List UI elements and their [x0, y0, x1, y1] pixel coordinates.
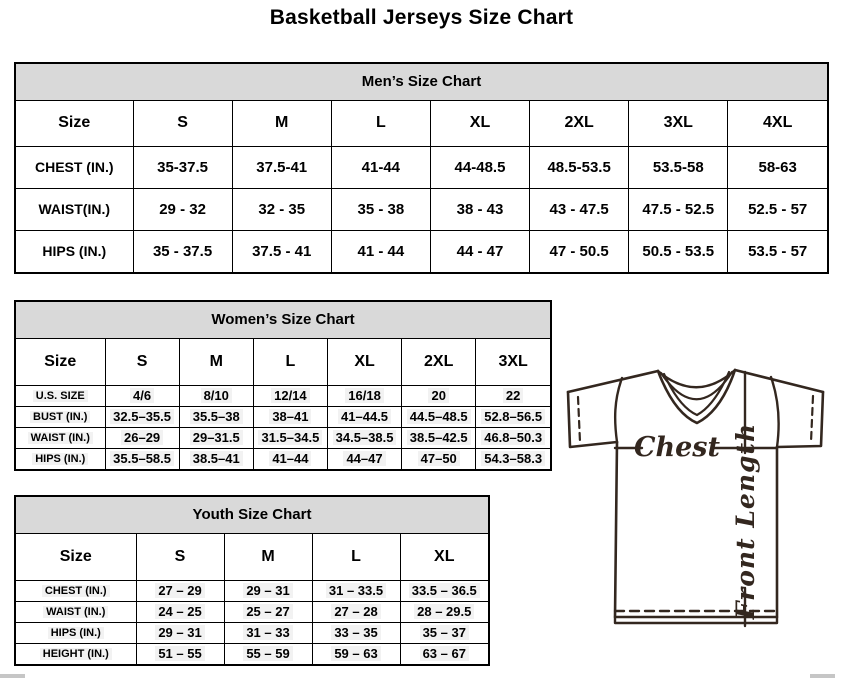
table-row	[16, 580, 488, 601]
value-cell: 16/18	[327, 385, 401, 406]
value-cell: 41 - 44	[331, 230, 430, 272]
row-label: WAIST(IN.)	[16, 188, 133, 230]
row-label: BUST (IN.)	[16, 406, 105, 427]
column-header: L	[253, 339, 327, 385]
value-cell: 33 – 35	[312, 622, 400, 643]
row-label: WAIST (IN.)	[16, 427, 105, 448]
value-cell: 46.8–50.3	[476, 427, 550, 448]
jersey-right-shoulder	[735, 370, 823, 392]
value-cell: 53.5 - 57	[728, 230, 827, 272]
row-label: HEIGHT (IN.)	[16, 643, 136, 664]
value-cell: 27 – 28	[312, 601, 400, 622]
value-cell: 35 - 38	[331, 188, 430, 230]
value-cell: 37.5-41	[232, 146, 331, 188]
value-cell: 27 – 29	[136, 580, 224, 601]
jersey-left-sleeve-seam	[615, 378, 622, 442]
column-header: 3XL	[629, 101, 728, 146]
column-header: XL	[327, 339, 401, 385]
column-header: 4XL	[728, 101, 827, 146]
column-header: 2XL	[402, 339, 476, 385]
table-row	[16, 146, 827, 188]
value-cell: 59 – 63	[312, 643, 400, 664]
horizontal-scrollbar-thumb-left[interactable]	[0, 674, 25, 678]
column-header: L	[331, 101, 430, 146]
value-cell: 48.5-53.5	[530, 146, 629, 188]
chest-label: Chest	[634, 432, 720, 463]
value-cell: 38 - 43	[430, 188, 529, 230]
value-cell: 55 – 59	[224, 643, 312, 664]
mens-size-chart	[14, 62, 829, 274]
value-cell: 32.5–35.5	[105, 406, 179, 427]
value-cell: 47–50	[402, 448, 476, 469]
value-cell: 33.5 – 36.5	[400, 580, 488, 601]
column-header: M	[224, 534, 312, 580]
womens-chart-caption: Women’s Size Chart	[16, 302, 550, 339]
value-cell: 32 - 35	[232, 188, 331, 230]
value-cell: 38–41	[253, 406, 327, 427]
youth-table	[16, 534, 488, 664]
column-header: Size	[16, 534, 136, 580]
column-header: XL	[400, 534, 488, 580]
table-row	[16, 643, 488, 664]
value-cell: 31 – 33	[224, 622, 312, 643]
horizontal-scrollbar-thumb-right[interactable]	[810, 674, 835, 678]
value-cell: 52.5 - 57	[728, 188, 827, 230]
value-cell: 24 – 25	[136, 601, 224, 622]
value-cell: 51 – 55	[136, 643, 224, 664]
value-cell: 35 – 37	[400, 622, 488, 643]
front-length-label: Front Length	[731, 422, 760, 620]
column-header: L	[312, 534, 400, 580]
value-cell: 53.5-58	[629, 146, 728, 188]
value-cell: 38.5–41	[179, 448, 253, 469]
value-cell: 26–29	[105, 427, 179, 448]
youth-chart-caption: Youth Size Chart	[16, 497, 488, 534]
row-label: HIPS (IN.)	[16, 622, 136, 643]
column-header: 2XL	[530, 101, 629, 146]
value-cell: 63 – 67	[400, 643, 488, 664]
value-cell: 29 – 31	[224, 580, 312, 601]
value-cell: 4/6	[105, 385, 179, 406]
jersey-right-sleeve-seam	[771, 377, 779, 447]
value-cell: 31 – 33.5	[312, 580, 400, 601]
row-label: U.S. SIZE	[16, 385, 105, 406]
table-row	[16, 406, 550, 427]
value-cell: 28 – 29.5	[400, 601, 488, 622]
value-cell: 29 – 31	[136, 622, 224, 643]
value-cell: 35-37.5	[133, 146, 232, 188]
column-header: 3XL	[476, 339, 550, 385]
jersey-left-sleeve	[568, 392, 617, 447]
value-cell: 47.5 - 52.5	[629, 188, 728, 230]
table-row	[16, 622, 488, 643]
column-header: S	[133, 101, 232, 146]
table-row	[16, 385, 550, 406]
column-header: M	[232, 101, 331, 146]
value-cell: 31.5–34.5	[253, 427, 327, 448]
table-row	[16, 188, 827, 230]
womens-size-chart	[14, 300, 552, 471]
jersey-left-cuff-stitch	[578, 397, 580, 442]
value-cell: 44 - 47	[430, 230, 529, 272]
value-cell: 44-48.5	[430, 146, 529, 188]
value-cell: 20	[402, 385, 476, 406]
value-cell: 34.5–38.5	[327, 427, 401, 448]
value-cell: 8/10	[179, 385, 253, 406]
page-title: Basketball Jerseys Size Chart	[269, 6, 574, 29]
value-cell: 52.8–56.5	[476, 406, 550, 427]
row-label: HIPS (IN.)	[16, 230, 133, 272]
row-label: CHEST (IN.)	[16, 146, 133, 188]
table-row	[16, 601, 488, 622]
value-cell: 43 - 47.5	[530, 188, 629, 230]
column-header: S	[136, 534, 224, 580]
value-cell: 29–31.5	[179, 427, 253, 448]
value-cell: 58-63	[728, 146, 827, 188]
column-header: Size	[16, 339, 105, 385]
jersey-left-shoulder	[568, 371, 658, 392]
row-label: CHEST (IN.)	[16, 580, 136, 601]
value-cell: 22	[476, 385, 550, 406]
value-cell: 38.5–42.5	[402, 427, 476, 448]
table-row	[16, 427, 550, 448]
mens-chart-caption: Men’s Size Chart	[16, 64, 827, 101]
value-cell: 41-44	[331, 146, 430, 188]
table-row	[16, 230, 827, 272]
jersey-vneck-inner	[664, 372, 729, 415]
row-label: WAIST (IN.)	[16, 601, 136, 622]
column-header: XL	[430, 101, 529, 146]
value-cell: 25 – 27	[224, 601, 312, 622]
value-cell: 44.5–48.5	[402, 406, 476, 427]
column-header: Size	[16, 101, 133, 146]
column-header: S	[105, 339, 179, 385]
value-cell: 12/14	[253, 385, 327, 406]
value-cell: 35.5–58.5	[105, 448, 179, 469]
table-row	[16, 448, 550, 469]
mens-table	[16, 101, 827, 272]
value-cell: 35.5–38	[179, 406, 253, 427]
value-cell: 54.3–58.3	[476, 448, 550, 469]
value-cell: 29 - 32	[133, 188, 232, 230]
jersey-right-cuff-stitch	[811, 396, 813, 442]
jersey-measurement-diagram	[555, 295, 843, 640]
value-cell: 50.5 - 53.5	[629, 230, 728, 272]
value-cell: 41–44	[253, 448, 327, 469]
jersey-right-sleeve	[777, 392, 823, 447]
value-cell: 37.5 - 41	[232, 230, 331, 272]
row-label: HIPS (IN.)	[16, 448, 105, 469]
value-cell: 41–44.5	[327, 406, 401, 427]
value-cell: 35 - 37.5	[133, 230, 232, 272]
youth-size-chart	[14, 495, 490, 666]
column-header: M	[179, 339, 253, 385]
value-cell: 47 - 50.5	[530, 230, 629, 272]
womens-table	[16, 339, 550, 469]
value-cell: 44–47	[327, 448, 401, 469]
